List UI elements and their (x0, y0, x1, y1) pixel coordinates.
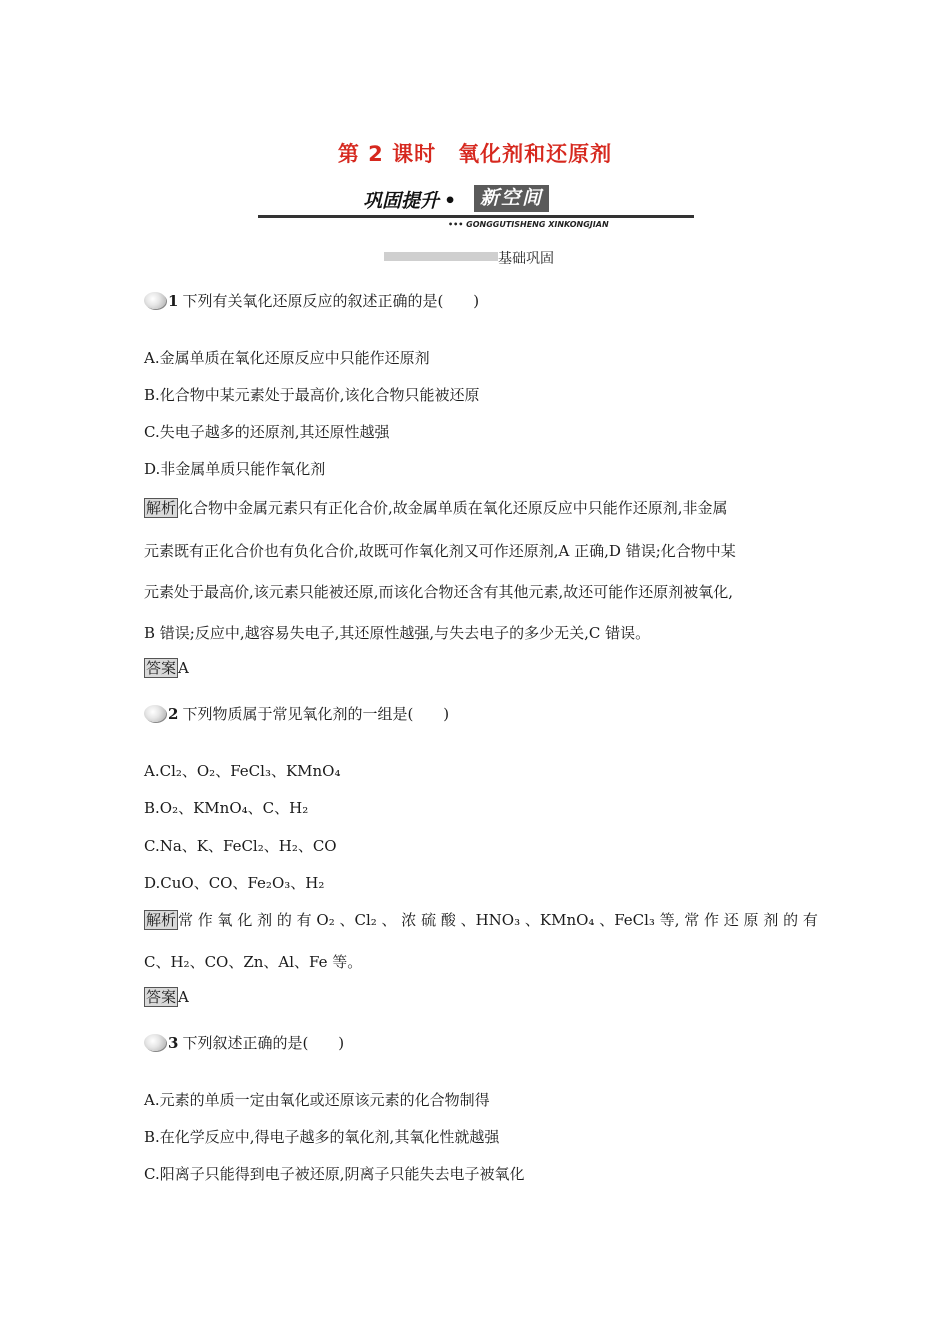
option-a: A.金属单质在氧化还原反应中只能作还原剂 (144, 349, 430, 367)
question-2-stem (144, 703, 449, 724)
option-a: A.Cl₂、O₂、FeCl₃、KMnO₄ (144, 762, 341, 780)
option-b: B.化合物中某元素处于最高价,该化合物只能被还原 (144, 386, 480, 404)
banner-subtitle: ••• GONGGUTISHENG XINKONGJIAN (448, 220, 609, 229)
answer-tag: 答案 (146, 988, 177, 1006)
bullet-icon (144, 705, 166, 722)
section-bar (384, 252, 498, 261)
analysis-line: C、H₂、CO、Zn、Al、Fe 等。 (144, 953, 363, 971)
question-3-stem (144, 1032, 344, 1053)
option-c: C.Na、K、FeCl₂、H₂、CO (144, 837, 337, 855)
bullet-icon (144, 292, 166, 309)
banner-title (363, 186, 461, 213)
analysis-tag: 解析 (146, 499, 177, 517)
section-label: 基础巩固 (498, 251, 554, 267)
question-number: 1 (168, 292, 179, 310)
analysis-line (144, 497, 812, 518)
option-b: B.O₂、KMnO₄、C、H₂ (144, 799, 309, 817)
option-d: D.非金属单质只能作氧化剂 (144, 460, 326, 478)
question-text: 下列有关氧化还原反应的叙述正确的是( ) (182, 292, 480, 310)
analysis-tag: 解析 (146, 911, 177, 929)
analysis-line: 元素既有正化合价也有负化合价,故既可作氧化剂又可作还原剂,A 正确,D 错误;化合物中某 (144, 542, 736, 560)
answer-value: A (178, 659, 189, 677)
banner-rule (258, 215, 694, 218)
option-a: A.元素的单质一定由氧化或还原该元素的化合物制得 (144, 1091, 490, 1109)
option-c: C.失电子越多的还原剂,其还原性越强 (144, 423, 390, 441)
analysis-line (144, 909, 818, 930)
answer-tag: 答案 (146, 659, 177, 677)
answer-value: A (178, 988, 189, 1006)
option-b: B.在化学反应中,得电子越多的氧化剂,其氧化性就越强 (144, 1128, 500, 1146)
banner (258, 184, 694, 236)
analysis-text: 化合物中金属元素只有正化合价,故金属单质在氧化还原反应中只能作还原剂,非金属 (178, 499, 728, 517)
question-1-stem (144, 290, 479, 311)
answer-line (144, 658, 189, 678)
analysis-line: 元素处于最高价,该元素只能被还原,而该化合物还含有其他元素,故还可能作还原剂被氧化, (144, 583, 734, 601)
banner-dot: • (444, 190, 457, 212)
question-number: 3 (168, 1034, 179, 1052)
question-text: 下列叙述正确的是( ) (182, 1034, 345, 1052)
option-c: C.阳离子只能得到电子被还原,阴离子只能失去电子被氧化 (144, 1165, 525, 1183)
option-d: D.CuO、CO、Fe₂O₃、H₂ (144, 874, 325, 892)
question-text: 下列物质属于常见氧化剂的一组是( ) (182, 705, 450, 723)
analysis-text: 常 作 氧 化 剂 的 有 O₂ 、Cl₂ 、 浓 硫 酸 、HNO₃ 、KMnO₄ 、FeCl₃ 等, 常 作 还 原 剂 的 有 (178, 911, 818, 929)
page-title: 第 2 课时 氧化剂和还原剂 (337, 142, 613, 166)
question-number: 2 (168, 705, 179, 723)
banner-text: 巩固提升 (363, 190, 440, 212)
analysis-line: B 错误;反应中,越容易失电子,其还原性越强,与失去电子的多少无关,C 错误。 (144, 624, 651, 642)
banner-box: 新空间 (474, 185, 549, 212)
answer-line (144, 987, 189, 1007)
bullet-icon (144, 1034, 166, 1051)
